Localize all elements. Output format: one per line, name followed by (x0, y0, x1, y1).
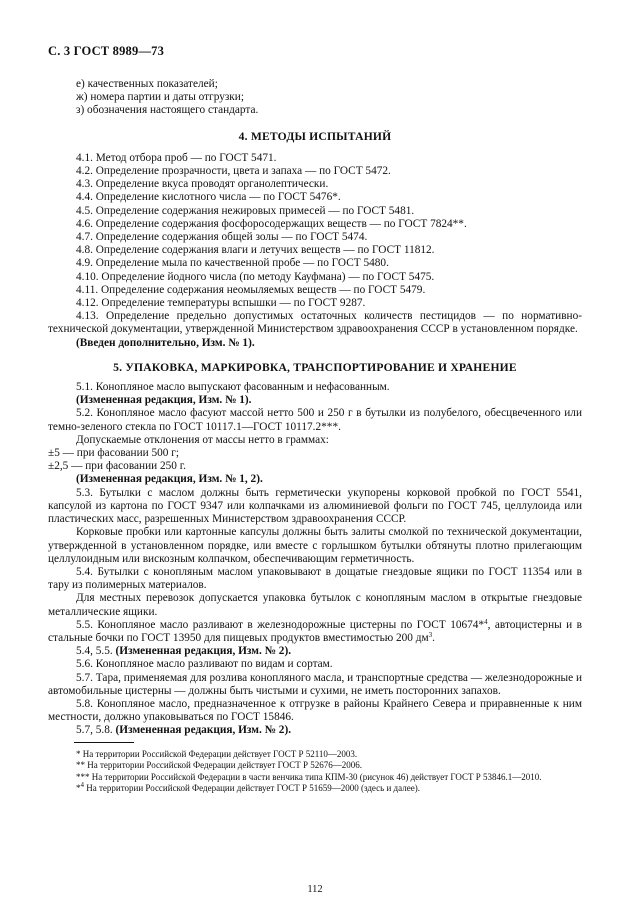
clause-5-3: 5.3. Бутылки с маслом должны быть герметически укупорены корковой пробкой по ГОСТ 5541, капсулой из картона по ГОСТ 9347 или колпачками из алюминиевой фольги по ГОСТ 745, целлулоида или пластических масс, разрешенных Министерством здравоохранения СССР. (48, 486, 582, 526)
list-item-zh: ж) номера партии и даты отгрузки; (76, 91, 244, 104)
section-5-title: 5. УПАКОВКА, МАРКИРОВКА, ТРАНСПОРТИРОВАНИЕ И ХРАНЕНИЕ (113, 360, 517, 374)
clause-4-7: 4.7. Определение содержания общей золы — по ГОСТ 5474. (76, 231, 368, 244)
section-4-title: 4. МЕТОДЫ ИСПЫТАНИЙ (238, 129, 392, 143)
tolerance-intro: Допускаемые отклонения от массы нетто в граммах: (76, 433, 329, 446)
amendment-note: (Измененная редакция, Изм. № 1, 2). (76, 473, 263, 486)
footnote-4-sup: 4 (80, 781, 84, 790)
clause-5-1: 5.1. Конопляное масло выпускают фасованным и нефасованным. (76, 381, 390, 394)
clause-4-3: 4.3. Определение вкуса проводят органолептически. (76, 178, 329, 191)
page-header: С. 3 ГОСТ 8989—73 (48, 44, 165, 58)
clause-4-8: 4.8. Определение содержания влаги и летучих веществ — по ГОСТ 11812. (76, 244, 435, 257)
footnote-ref: 4 (484, 617, 488, 626)
clause-4-4: 4.4. Определение кислотного числа — по ГОСТ 5476*. (76, 191, 341, 204)
clause-5-4-cont: Для местных перевозок допускается упаковка бутылок с конопляным маслом в открытые гнездовые металлические ящики. (48, 592, 582, 618)
clause-5-2: 5.2. Конопляное масло фасуют массой нетто 500 и 250 г в бутылки из полубелого, обесцвеченного или темно-зеленого стекла по ГОСТ 10117.1—ГОСТ 10117.2***. (48, 407, 582, 433)
clause-5-5-text: 5.5. Конопляное масло разливают в железнодорожные цистерны по ГОСТ 10674* (76, 618, 485, 631)
amendment-note: (Введен дополнительно, Изм. № 1). (76, 336, 255, 349)
footnote-4-mark: * (76, 783, 81, 794)
clause-5-5-end: . (432, 631, 435, 644)
amendment-text: (Измененная редакция, Изм. № 2). (115, 645, 292, 658)
footnote-1: * На территории Российской Федерации действует ГОСТ Р 52110—2003. (76, 748, 358, 759)
amendment-note-5-4-5-5 (48, 645, 582, 658)
clause-4-12: 4.12. Определение температуры вспышки — по ГОСТ 9287. (76, 297, 366, 310)
document-body (48, 78, 582, 795)
clause-4-13: 4.13. Определение предельно допустимых остаточных количеств пестицидов — по нормативно-технической документации, утвержденной Министерством здравоохранения СССР в установленном порядке. (48, 310, 582, 336)
clause-4-6: 4.6. Определение содержания фосфоросодержащих веществ — по ГОСТ 7824**. (76, 217, 467, 230)
footnote-divider (74, 742, 134, 743)
clause-5-7: 5.7. Тара, применяемая для розлива конопляного масла, и транспортные средства — железнодорожные и автомобильные цистерны — должны быть чистыми и сухими, не иметь посторонних запахов. (48, 671, 582, 697)
amendment-clauses: 5.7, 5.8. (76, 724, 113, 737)
amendment-note: (Измененная редакция, Изм. № 1). (76, 394, 252, 407)
tolerance-500: ±5 — при фасовании 500 г; (48, 447, 180, 460)
amendment-clauses: 5.4, 5.5. (76, 645, 113, 658)
list-item-e: е) качественных показателей; (76, 78, 218, 90)
amendment-text: (Измененная редакция, Изм. № 2). (115, 724, 292, 737)
list-item-z: з) обозначения настоящего стандарта. (76, 104, 259, 117)
clause-5-6: 5.6. Конопляное масло разливают по видам и сортам. (76, 658, 333, 671)
clause-5-5-text-2: , автоцистерны и в стальные бочки по ГОСТ 13950 для пищевых продуктов вместимостью 200 дм (48, 618, 583, 644)
footnote-4-text: На территории Российской Федерации действует ГОСТ Р 51659—2000 (здесь и далее). (84, 783, 420, 794)
tolerance-250: ±2,5 — при фасовании 250 г. (48, 460, 186, 473)
clause-5-3-cont: Корковые пробки или картонные капсулы должны быть залиты смолкой по технической документации, утвержденной в установленном порядке, или вместе с горлышком бутылки обтянуты плотно прилегающим целлулоидным или вискозным колпачком, обеспечивающим герметичность. (48, 526, 582, 565)
footnote-2: ** На территории Российской Федерации действует ГОСТ Р 52676—2006. (76, 760, 362, 771)
footnote-3: *** На территории Российской Федерации в части венчика типа КПМ-30 (рисунок 46) действует ГОСТ Р 53846.1—2010. (76, 771, 542, 782)
clause-4-11: 4.11. Определение содержания неомыляемых веществ — по ГОСТ 5479. (76, 283, 426, 296)
page-number: 112 (307, 884, 323, 895)
amendment-note-5-7-5-8 (48, 724, 582, 737)
clause-4-10: 4.10. Определение йодного числа (по методу Кауфмана) — по ГОСТ 5475. (76, 270, 435, 283)
clause-4-1: 4.1. Метод отбора проб — по ГОСТ 5471. (76, 151, 277, 164)
clause-5-4: 5.4. Бутылки с конопляным маслом упаковывают в дощатые гнездовые ящики по ГОСТ 11354 или в тару из полимерных материалов. (48, 565, 582, 592)
clause-4-9: 4.9. Определение мыла по качественной пробе — по ГОСТ 5480. (76, 257, 389, 270)
footnote-4 (48, 783, 582, 795)
unit-exponent: 3 (428, 630, 433, 639)
clause-4-5: 4.5. Определение содержания нежировых примесей — по ГОСТ 5481. (76, 204, 415, 217)
clause-4-2: 4.2. Определение прозрачности, цвета и запаха — по ГОСТ 5472. (76, 165, 391, 178)
clause-5-8: 5.8. Конопляное масло, предназначенное к отгрузке в районы Крайнего Севера и приравненные к ним местности, должно упаковываться по ГОСТ 15846. (48, 697, 582, 724)
clause-5-5 (48, 619, 582, 645)
